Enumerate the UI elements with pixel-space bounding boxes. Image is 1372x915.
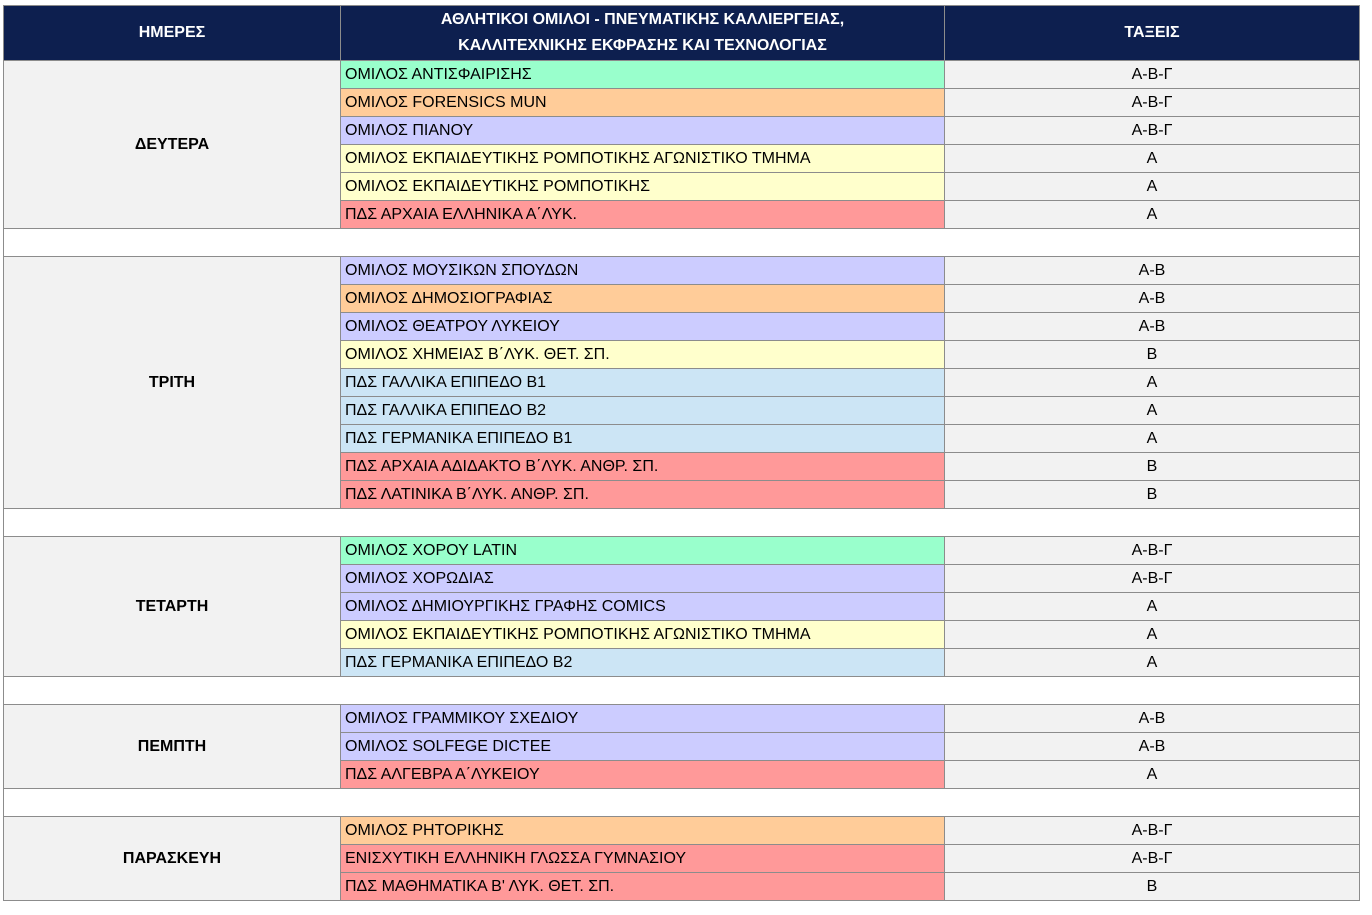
- activity-cell: ΠΔΣ ΓΕΡΜΑΝΙΚΑ ΕΠΙΠΕΔΟ Β1: [341, 425, 945, 453]
- table-row: [4, 817, 1360, 845]
- classes-cell: Α-Β: [945, 313, 1360, 341]
- classes-cell: Α-Β: [945, 285, 1360, 313]
- activity-cell: ΠΔΣ ΜΑΘΗΜΑΤΙΚΑ Β' ΛΥΚ. ΘΕΤ. ΣΠ.: [341, 873, 945, 901]
- table-row: [4, 705, 1360, 733]
- activity-cell: ΟΜΙΛΟΣ ΧΟΡΟΥ LATIN: [341, 537, 945, 565]
- header-clubs-line2: ΚΑΛΛΙΤΕΧΝΙΚΗΣ ΕΚΦΡΑΣΗΣ ΚΑΙ ΤΕΧΝΟΛΟΓΙΑΣ: [458, 37, 827, 54]
- activity-cell: ΕΝΙΣΧΥΤΙΚΗ ΕΛΛΗΝΙΚΗ ΓΛΩΣΣΑ ΓΥΜΝΑΣΙΟΥ: [341, 845, 945, 873]
- activity-cell: ΟΜΙΛΟΣ SOLFEGE DICTEE: [341, 733, 945, 761]
- classes-cell: Α: [945, 145, 1360, 173]
- day-name: ΤΕΤΑΡΤΗ: [4, 537, 341, 677]
- activity-cell: ΟΜΙΛΟΣ ΓΡΑΜΜΙΚΟΥ ΣΧΕΔΙΟΥ: [341, 705, 945, 733]
- classes-cell: Α-Β-Γ: [945, 817, 1360, 845]
- day-name: ΔΕΥΤΕΡΑ: [4, 61, 341, 229]
- classes-cell: Α-Β-Γ: [945, 565, 1360, 593]
- classes-cell: Α: [945, 649, 1360, 677]
- activity-cell: ΠΔΣ ΓΑΛΛΙΚΑ ΕΠΙΠΕΔΟ Β2: [341, 397, 945, 425]
- classes-cell: Α-Β-Γ: [945, 89, 1360, 117]
- classes-cell: Β: [945, 873, 1360, 901]
- activity-cell: ΟΜΙΛΟΣ FORENSICS MUN: [341, 89, 945, 117]
- schedule-table: [3, 5, 1360, 901]
- classes-cell: Α-Β-Γ: [945, 537, 1360, 565]
- activity-cell: ΠΔΣ ΑΡΧΑΙΑ ΑΔΙΔΑΚΤΟ Β΄ΛΥΚ. ΑΝΘΡ. ΣΠ.: [341, 453, 945, 481]
- classes-cell: Α: [945, 173, 1360, 201]
- activity-cell: ΟΜΙΛΟΣ ΘΕΑΤΡΟΥ ΛΥΚΕΙΟΥ: [341, 313, 945, 341]
- activity-cell: ΟΜΙΛΟΣ ΧΗΜΕΙΑΣ Β΄ΛΥΚ. ΘΕΤ. ΣΠ.: [341, 341, 945, 369]
- activity-cell: ΠΔΣ ΑΛΓΕΒΡΑ Α΄ΛΥΚΕΙΟΥ: [341, 761, 945, 789]
- classes-cell: Α: [945, 397, 1360, 425]
- activity-cell: ΠΔΣ ΛΑΤΙΝΙΚΑ Β΄ΛΥΚ. ΑΝΘΡ. ΣΠ.: [341, 481, 945, 509]
- header-classes: ΤΑΞΕΙΣ: [945, 6, 1360, 61]
- activity-cell: ΟΜΙΛΟΣ ΑΝΤΙΣΦΑΙΡΙΣΗΣ: [341, 61, 945, 89]
- classes-cell: Α: [945, 425, 1360, 453]
- classes-cell: Α-Β-Γ: [945, 845, 1360, 873]
- classes-cell: Α: [945, 621, 1360, 649]
- activity-cell: ΟΜΙΛΟΣ ΕΚΠΑΙΔΕΥΤΙΚΗΣ ΡΟΜΠΟΤΙΚΗΣ: [341, 173, 945, 201]
- schedule-body: [4, 6, 1360, 901]
- spacer-cell: [4, 789, 1360, 817]
- activity-cell: ΟΜΙΛΟΣ ΕΚΠΑΙΔΕΥΤΙΚΗΣ ΡΟΜΠΟΤΙΚΗΣ ΑΓΩΝΙΣΤΙΚΟ ΤΜΗΜΑ: [341, 145, 945, 173]
- spacer-row: [4, 229, 1360, 257]
- classes-cell: Α-Β: [945, 705, 1360, 733]
- classes-cell: Β: [945, 481, 1360, 509]
- header-clubs: [341, 6, 945, 61]
- classes-cell: Α-Β: [945, 733, 1360, 761]
- spacer-row: [4, 509, 1360, 537]
- activity-cell: ΟΜΙΛΟΣ ΧΟΡΩΔΙΑΣ: [341, 565, 945, 593]
- header-days: ΗΜΕΡΕΣ: [4, 6, 341, 61]
- activity-cell: ΟΜΙΛΟΣ ΡΗΤΟΡΙΚΗΣ: [341, 817, 945, 845]
- classes-cell: Β: [945, 341, 1360, 369]
- classes-cell: Β: [945, 453, 1360, 481]
- classes-cell: Α: [945, 369, 1360, 397]
- table-row: [4, 257, 1360, 285]
- table-row: [4, 537, 1360, 565]
- classes-cell: Α-Β-Γ: [945, 117, 1360, 145]
- classes-cell: Α: [945, 593, 1360, 621]
- header-row: [4, 6, 1360, 61]
- spacer-cell: [4, 509, 1360, 537]
- activity-cell: ΠΔΣ ΓΑΛΛΙΚΑ ΕΠΙΠΕΔΟ Β1: [341, 369, 945, 397]
- activity-cell: ΟΜΙΛΟΣ ΔΗΜΟΣΙΟΓΡΑΦΙΑΣ: [341, 285, 945, 313]
- activity-cell: ΠΔΣ ΑΡΧΑΙΑ ΕΛΛΗΝΙΚΑ Α΄ΛΥΚ.: [341, 201, 945, 229]
- table-row: [4, 61, 1360, 89]
- activity-cell: ΟΜΙΛΟΣ ΜΟΥΣΙΚΩΝ ΣΠΟΥΔΩΝ: [341, 257, 945, 285]
- spacer-cell: [4, 229, 1360, 257]
- classes-cell: Α: [945, 201, 1360, 229]
- classes-cell: Α: [945, 761, 1360, 789]
- spacer-cell: [4, 677, 1360, 705]
- header-clubs-line1: ΑΘΛΗΤΙΚΟΙ ΟΜΙΛΟΙ - ΠΝΕΥΜΑΤΙΚΗΣ ΚΑΛΛΙΕΡΓΕΙΑΣ,: [440, 11, 845, 28]
- spacer-row: [4, 789, 1360, 817]
- activity-cell: ΠΔΣ ΓΕΡΜΑΝΙΚΑ ΕΠΙΠΕΔΟ Β2: [341, 649, 945, 677]
- classes-cell: Α-Β: [945, 257, 1360, 285]
- day-name: ΠΕΜΠΤΗ: [4, 705, 341, 789]
- spacer-row: [4, 677, 1360, 705]
- activity-cell: ΟΜΙΛΟΣ ΕΚΠΑΙΔΕΥΤΙΚΗΣ ΡΟΜΠΟΤΙΚΗΣ ΑΓΩΝΙΣΤΙΚΟ ΤΜΗΜΑ: [341, 621, 945, 649]
- day-name: ΠΑΡΑΣΚΕΥΗ: [4, 817, 341, 901]
- activity-cell: ΟΜΙΛΟΣ ΔΗΜΙΟΥΡΓΙΚΗΣ ΓΡΑΦΗΣ COMICS: [341, 593, 945, 621]
- activity-cell: ΟΜΙΛΟΣ ΠΙΑΝΟΥ: [341, 117, 945, 145]
- day-name: ΤΡΙΤΗ: [4, 257, 341, 509]
- classes-cell: Α-Β-Γ: [945, 61, 1360, 89]
